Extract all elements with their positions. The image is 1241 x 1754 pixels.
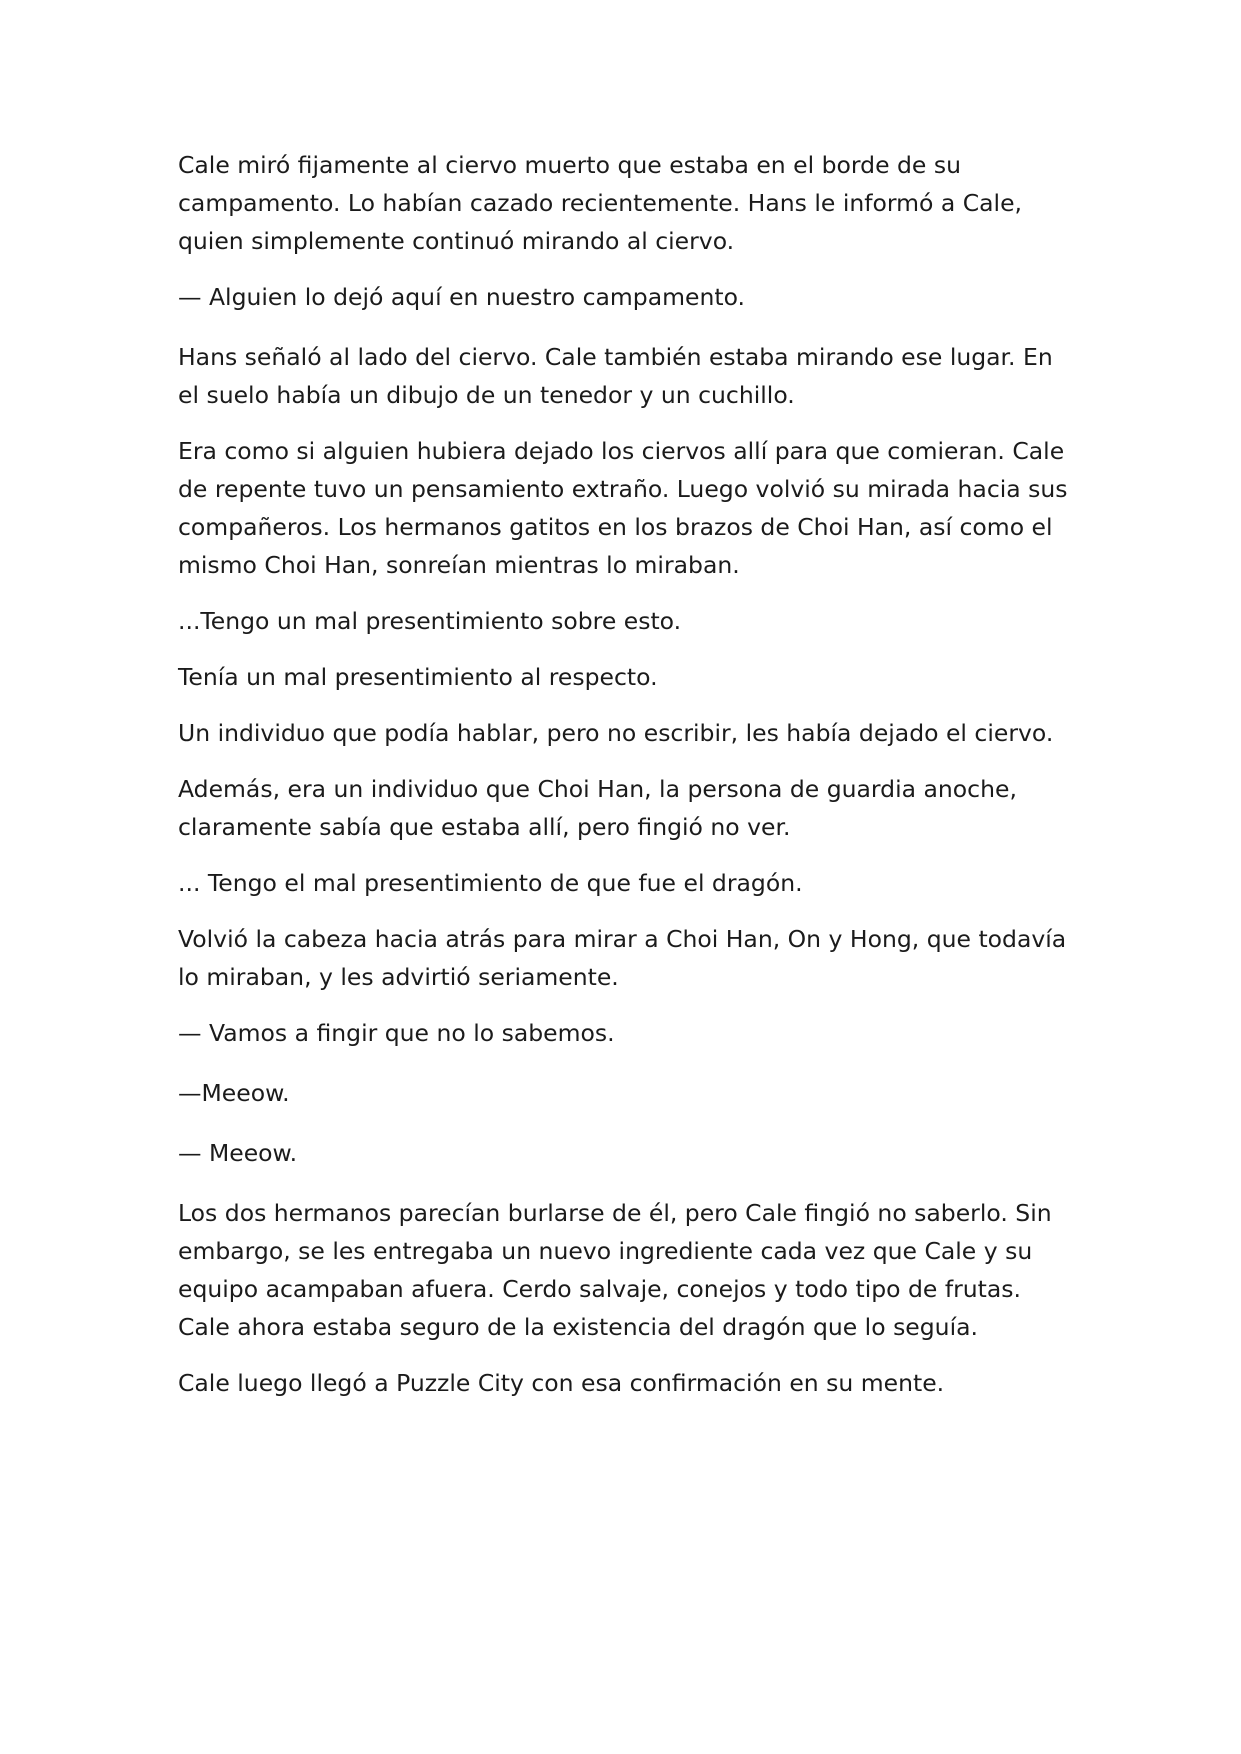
dialogue-line: — Meeow. (178, 1139, 298, 1167)
dialogue-line: — Alguien lo dejó aquí en nuestro campamento. (178, 283, 746, 311)
dialogue-line: — Vamos a fingir que no lo sabemos. (178, 1019, 615, 1047)
paragraph: ...Tengo un mal presentimiento sobre esto. (178, 607, 682, 635)
text-body (178, 146, 1078, 1420)
paragraph: Cale luego llegó a Puzzle City con esa confirmación en su mente. (178, 1369, 945, 1397)
paragraph: Era como si alguien hubiera dejado los ciervos allí para que comieran. Cale de repente tuvo un pensamiento extraño. Luego volvió su mirada hacia sus compañeros. Los hermanos gatitos en los brazos de Choi Han, así como el mismo Choi Han, sonreían mientras lo miraban. (178, 437, 1068, 579)
paragraph: Un individuo que podía hablar, pero no escribir, les había dejado el ciervo. (178, 719, 1054, 747)
paragraph: ... Tengo el mal presentimiento de que fue el dragón. (178, 869, 803, 897)
paragraph: Hans señaló al lado del ciervo. Cale también estaba mirando ese lugar. En el suelo había un dibujo de un tenedor y un cuchillo. (178, 343, 1053, 409)
paragraph: Además, era un individuo que Choi Han, la persona de guardia anoche, claramente sabía que estaba allí, pero fingió no ver. (178, 775, 1017, 841)
paragraph: Volvió la cabeza hacia atrás para mirar a Choi Han, On y Hong, que todavía lo miraban, y les advirtió seriamente. (178, 925, 1067, 991)
paragraph: Cale miró fijamente al ciervo muerto que estaba en el borde de su campamento. Lo habían cazado recientemente. Hans le informó a Cale, quien simplemente continuó mirando al ciervo. (178, 151, 1023, 255)
paragraph: Los dos hermanos parecían burlarse de él, pero Cale fingió no saberlo. Sin embargo, se les entregaba un nuevo ingrediente cada vez que Cale y su equipo acampaban afuera. Cerdo salvaje, conejos y todo tipo de frutas. Cale ahora estaba seguro de la existencia del dragón que lo seguía. (178, 1199, 1052, 1341)
dialogue-line: —Meeow. (178, 1079, 290, 1107)
paragraph: Tenía un mal presentimiento al respecto. (178, 663, 658, 691)
